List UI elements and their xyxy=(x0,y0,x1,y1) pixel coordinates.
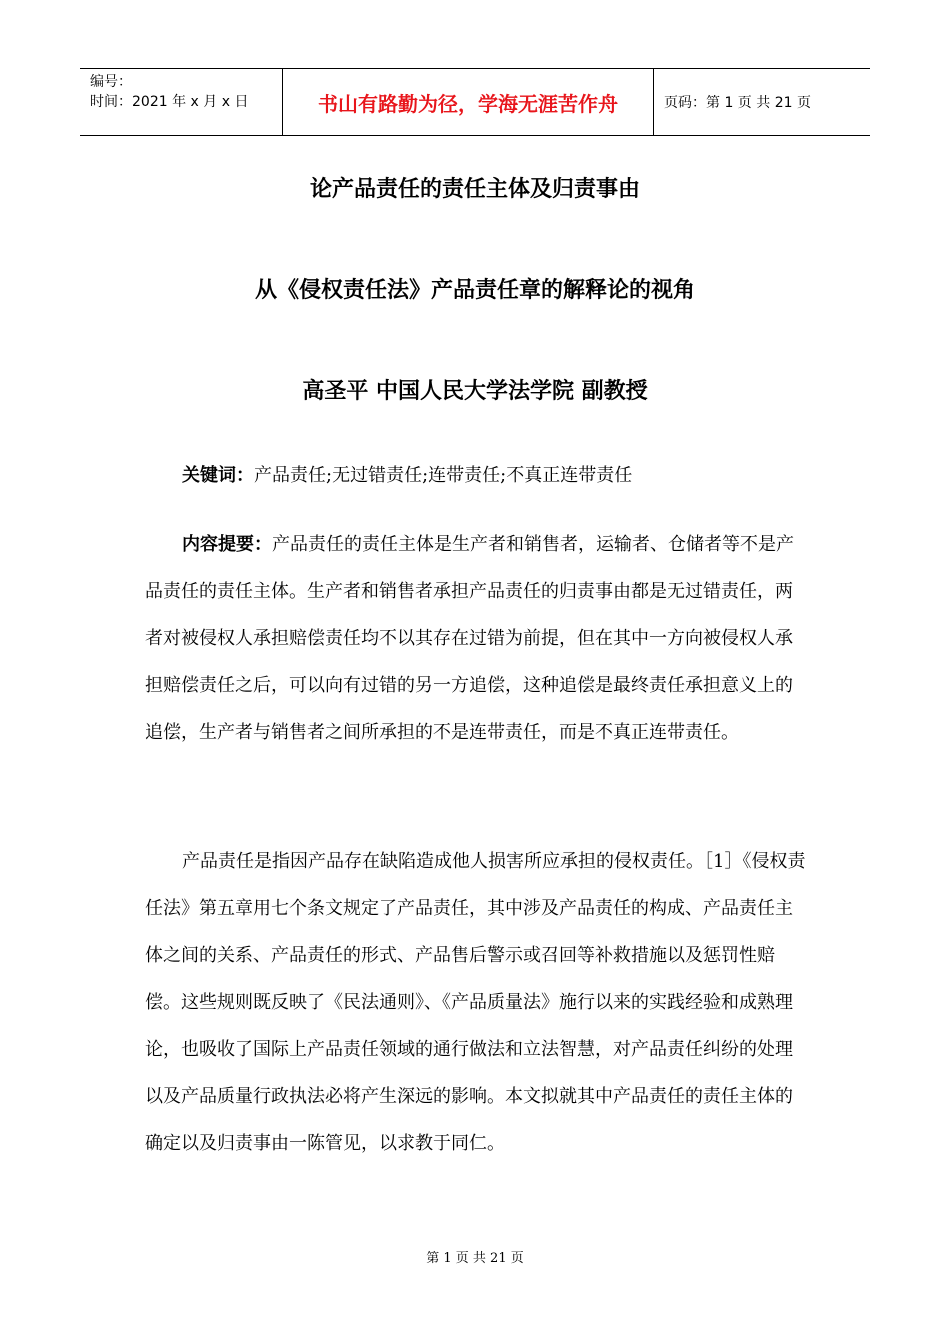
keywords-block xyxy=(145,452,810,499)
header-motto xyxy=(282,69,654,135)
intro-paragraph: 产品责任是指因产品存在缺陷造成他人损害所应承担的侵权责任。［1］《侵权责任法》第五章用七个条文规定了产品责任，其中涉及产品责任的构成、产品责任主体之间的关系、产品责任的形式、产品售后警示或召回等补救措施以及惩罚性赔偿。这些规则既反映了《民法通则》、《产品质量法》施行以来的实践经验和成熟理论，也吸收了国际上产品责任领域的通行做法和立法智慧，对产品责任纠纷的处理以及产品质量行政执法必将产生深远的影响。本文拟就其中产品责任的责任主体的确定以及归责事由一陈管见，以求教于同仁。 xyxy=(145,851,806,1154)
motto-text: 书山有路勤为径，学海无涯苦作舟 xyxy=(318,91,618,116)
abstract-paragraph xyxy=(145,521,810,756)
page-footer: 第 1 页 共 21 页 xyxy=(426,1251,524,1266)
document-author: 高圣平 中国人民大学法学院 副教授 xyxy=(302,379,648,404)
keywords-text: 产品责任;无过错责任;连带责任;不真正连带责任 xyxy=(254,465,633,486)
abstract-text: 产品责任的责任主体是生产者和销售者，运输者、仓储者等不是产品责任的责任主体。生产者和销售者承担产品责任的归责事由都是无过错责任，两者对被侵权人承担赔偿责任均不以其存在过错为前提，但在其中一方向被侵权人承担赔偿责任之后，可以向有过错的另一方追偿，这种追偿是最终责任承担意义上的追偿，生产者与销售者之间所承担的不是连带责任，而是不真正连带责任。 xyxy=(145,534,794,743)
abstract-label: 内容提要： xyxy=(182,534,272,555)
intro-block xyxy=(145,838,810,1167)
keywords-label: 关键词： xyxy=(182,465,254,486)
page-label: 页码：第 1 页 共 21 页 xyxy=(664,95,811,111)
header-page-info xyxy=(654,69,870,135)
number-label: 编号： xyxy=(90,74,132,90)
document-title: 论产品责任的责任主体及归责事由 xyxy=(309,177,640,202)
document-subtitle: 从《侵权责任法》产品责任章的解释论的视角 xyxy=(254,278,695,303)
page-header xyxy=(80,68,870,136)
abstract-block xyxy=(145,521,810,756)
keywords-paragraph xyxy=(145,452,810,499)
date-label: 时间：2021 年 x 月 x 日 xyxy=(90,94,249,110)
header-meta xyxy=(80,69,282,135)
